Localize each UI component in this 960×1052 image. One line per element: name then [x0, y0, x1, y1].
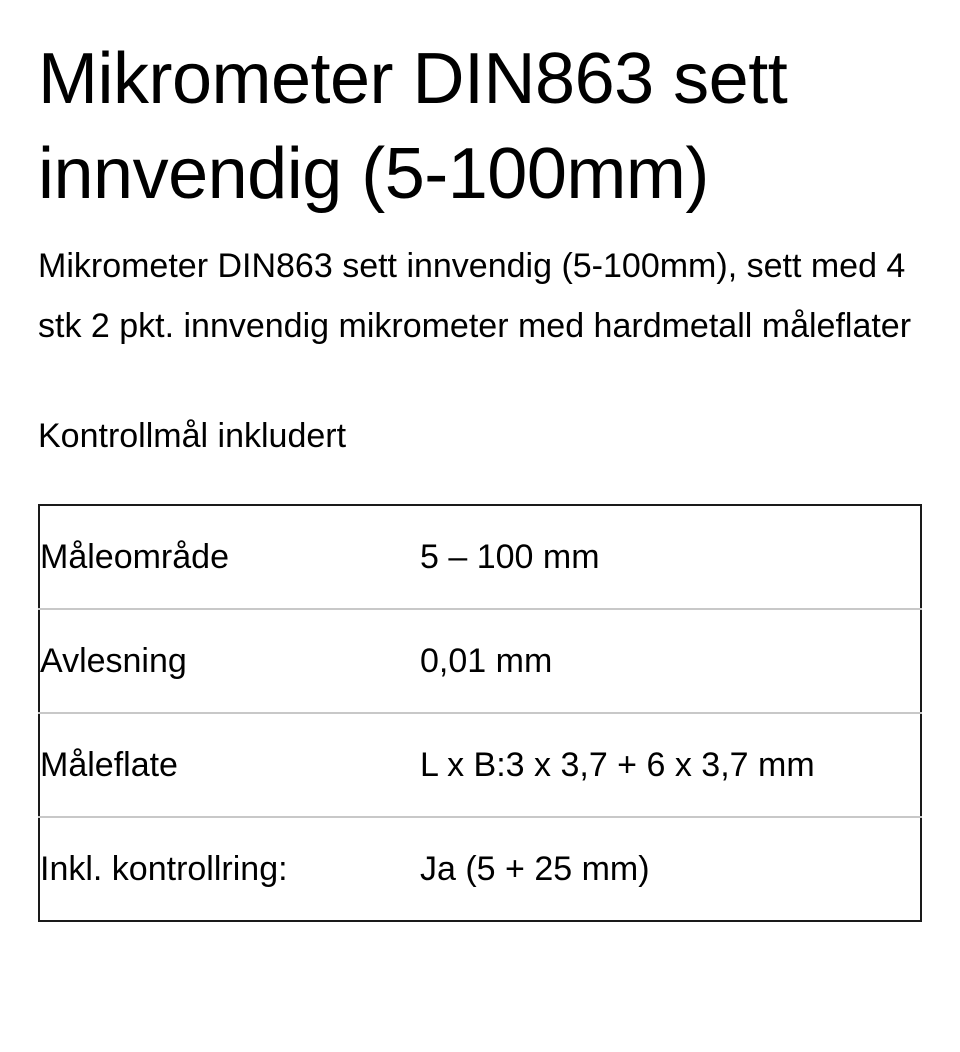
table-row — [39, 505, 921, 609]
spec-value: L x B:3 x 3,7 + 6 x 3,7 mm — [420, 713, 921, 817]
spec-value: 0,01 mm — [420, 609, 921, 713]
spec-value: 5 – 100 mm — [420, 505, 921, 609]
spec-label: Avlesning — [39, 609, 420, 713]
specifications-table — [38, 504, 922, 922]
included-note: Kontrollmål inkludert — [38, 417, 347, 455]
product-title: Mikrometer DIN863 sett innvendig (5-100mm) — [38, 39, 788, 214]
table-row — [39, 713, 921, 817]
spec-label: Måleområde — [39, 505, 420, 609]
spec-value: Ja (5 + 25 mm) — [420, 849, 650, 888]
spec-label: Inkl. kontrollring: — [40, 849, 288, 888]
table-row — [39, 817, 921, 921]
spec-label: Måleflate — [39, 713, 420, 817]
product-page — [38, 0, 922, 922]
product-description: Mikrometer DIN863 sett innvendig (5-100mm), sett med 4 stk 2 pkt. innvendig mikrometer med hardmetall måleflater — [38, 247, 912, 345]
table-row — [39, 609, 921, 713]
